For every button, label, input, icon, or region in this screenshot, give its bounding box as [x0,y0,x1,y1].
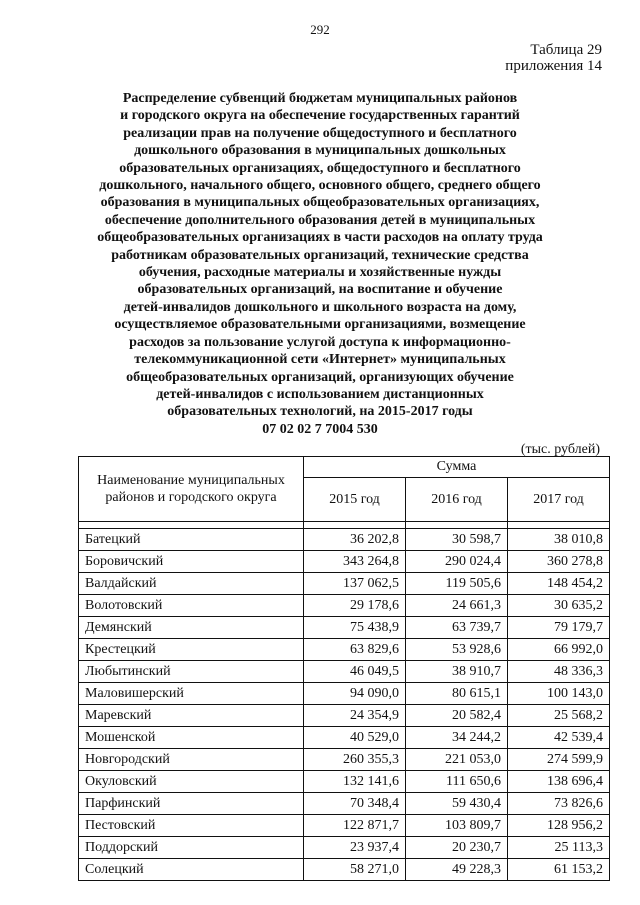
heading-line: расходов за пользование услугой доступа к информационно- [129,334,511,350]
table-row [79,551,610,573]
year-2015-header: 2015 год [304,478,406,522]
value-2015-cell: 63 829,6 [304,639,406,661]
district-name-cell: Валдайский [79,573,304,595]
district-name-cell: Мошенской [79,727,304,749]
value-2015-cell: 24 354,9 [304,705,406,727]
table-row [79,749,610,771]
year-2017-header: 2017 год [508,478,610,522]
table-row [79,727,610,749]
district-name-cell: Парфинский [79,793,304,815]
value-2017-cell: 128 956,2 [508,815,610,837]
district-name-cell: Демянский [79,617,304,639]
heading-line: образовательных технологий, на 2015-2017 годы [167,404,473,420]
table-row [79,617,610,639]
district-name-cell: Маловишерский [79,683,304,705]
value-2017-cell: 73 826,6 [508,793,610,815]
value-2016-cell: 290 024,4 [406,551,508,573]
heading-line: образования в муниципальных общеобразовательных организациях, [100,195,540,211]
table-row [79,661,610,683]
units-label: (тыс. рублей) [520,442,600,457]
value-2016-cell: 53 928,6 [406,639,508,661]
value-2017-cell: 360 278,8 [508,551,610,573]
value-2016-cell: 59 430,4 [406,793,508,815]
district-name-cell: Волотовский [79,595,304,617]
value-2016-cell: 111 650,6 [406,771,508,793]
value-2017-cell: 79 179,7 [508,617,610,639]
value-2016-cell: 38 910,7 [406,661,508,683]
table-row [79,793,610,815]
heading-line: обеспечение дополнительного образования детей в муниципальных [104,212,536,228]
table-row [79,771,610,793]
heading-line: образовательных организаций, на воспитание и обучение [137,282,503,298]
table-row [79,815,610,837]
table-row [79,595,610,617]
heading-line: телекоммуникационной сети «Интернет» муниципальных [134,352,506,368]
value-2017-cell: 30 635,2 [508,595,610,617]
value-2017-cell: 48 336,3 [508,661,610,683]
heading-line: Распределение субвенций бюджетам муниципальных районов [122,91,518,106]
value-2017-cell: 100 143,0 [508,683,610,705]
value-2017-cell: 61 153,2 [508,859,610,881]
district-name-cell: Любытинский [79,661,304,683]
table-row [79,529,610,551]
value-2016-cell: 49 228,3 [406,859,508,881]
table-row [79,705,610,727]
heading-line: и городского округа на обеспечение государственных гарантий [120,108,520,124]
value-2016-cell: 80 615,1 [406,683,508,705]
table-row [79,639,610,661]
value-2017-cell: 42 539,4 [508,727,610,749]
value-2016-cell: 24 661,3 [406,595,508,617]
heading-line: детей-инвалидов дошкольного и школьного возраста на дому, [123,299,517,315]
value-2016-cell: 119 505,6 [406,573,508,595]
value-2015-cell: 75 438,9 [304,617,406,639]
value-2017-cell: 38 010,8 [508,529,610,551]
value-2015-cell: 122 871,7 [304,815,406,837]
table-ref-line-2: приложения 14 [505,58,602,74]
sum-column-header: Сумма [304,457,610,478]
value-2016-cell: 20 230,7 [406,837,508,859]
value-2016-cell: 20 582,4 [406,705,508,727]
value-2017-cell: 138 696,4 [508,771,610,793]
value-2017-cell: 148 454,2 [508,573,610,595]
value-2015-cell: 70 348,4 [304,793,406,815]
district-name-cell: Поддорский [79,837,304,859]
value-2017-cell: 25 568,2 [508,705,610,727]
district-name-cell: Крестецкий [79,639,304,661]
district-name-cell: Маревский [79,705,304,727]
heading-line: осуществляемое образовательными организациями, возмещение [114,317,526,333]
table-row [79,573,610,595]
district-name-cell: Батецкий [79,529,304,551]
value-2015-cell: 260 355,3 [304,749,406,771]
value-2015-cell: 40 529,0 [304,727,406,749]
value-2015-cell: 343 264,8 [304,551,406,573]
value-2016-cell: 34 244,2 [406,727,508,749]
district-column-header: Наименование муниципальных районов и городского округа [79,457,304,522]
value-2016-cell: 221 053,0 [406,749,508,771]
heading-line: дошкольного образования в муниципальных дошкольных [134,143,506,159]
district-name-cell: Новгородский [79,749,304,771]
value-2015-cell: 46 049,5 [304,661,406,683]
heading-line: детей-инвалидов с использованием дистанционных [156,386,484,402]
table-reference [505,42,602,74]
district-name-cell: Солецкий [79,859,304,881]
table-row [79,837,610,859]
value-2015-cell: 132 141,6 [304,771,406,793]
heading-line: реализации прав на получение общедоступного и бесплатного [123,125,517,141]
table-ref-line-1: Таблица 29 [530,42,602,58]
header-gap-row [79,522,610,529]
budget-code: 07 02 02 7 7004 530 [262,421,378,437]
district-name-cell: Окуловский [79,771,304,793]
heading-line: обучения, расходные материалы и хозяйственные нужды [138,265,502,281]
value-2015-cell: 137 062,5 [304,573,406,595]
year-2016-header: 2016 год [406,478,508,522]
document-heading [90,90,550,438]
value-2016-cell: 30 598,7 [406,529,508,551]
value-2015-cell: 94 090,0 [304,683,406,705]
value-2016-cell: 103 809,7 [406,815,508,837]
district-name-cell: Пестовский [79,815,304,837]
district-name-cell: Боровичский [79,551,304,573]
page-number: 292 [310,22,330,37]
value-2017-cell: 25 113,3 [508,837,610,859]
value-2015-cell: 29 178,6 [304,595,406,617]
value-2015-cell: 36 202,8 [304,529,406,551]
table-row [79,683,610,705]
heading-line: дошкольного, начального общего, основного общего, среднего общего [99,178,541,194]
heading-line: работникам образовательных организаций, технические средства [111,247,529,263]
value-2017-cell: 66 992,0 [508,639,610,661]
value-2015-cell: 58 271,0 [304,859,406,881]
heading-line: общеобразовательных организациях в части расходов на оплату труда [97,230,543,246]
subventions-table [78,456,610,881]
table-row [79,859,610,881]
value-2017-cell: 274 599,9 [508,749,610,771]
heading-line: образовательных организациях, общедоступного и бесплатного [119,160,521,176]
value-2015-cell: 23 937,4 [304,837,406,859]
heading-line: общеобразовательных организаций, организующих обучение [126,369,514,385]
value-2016-cell: 63 739,7 [406,617,508,639]
